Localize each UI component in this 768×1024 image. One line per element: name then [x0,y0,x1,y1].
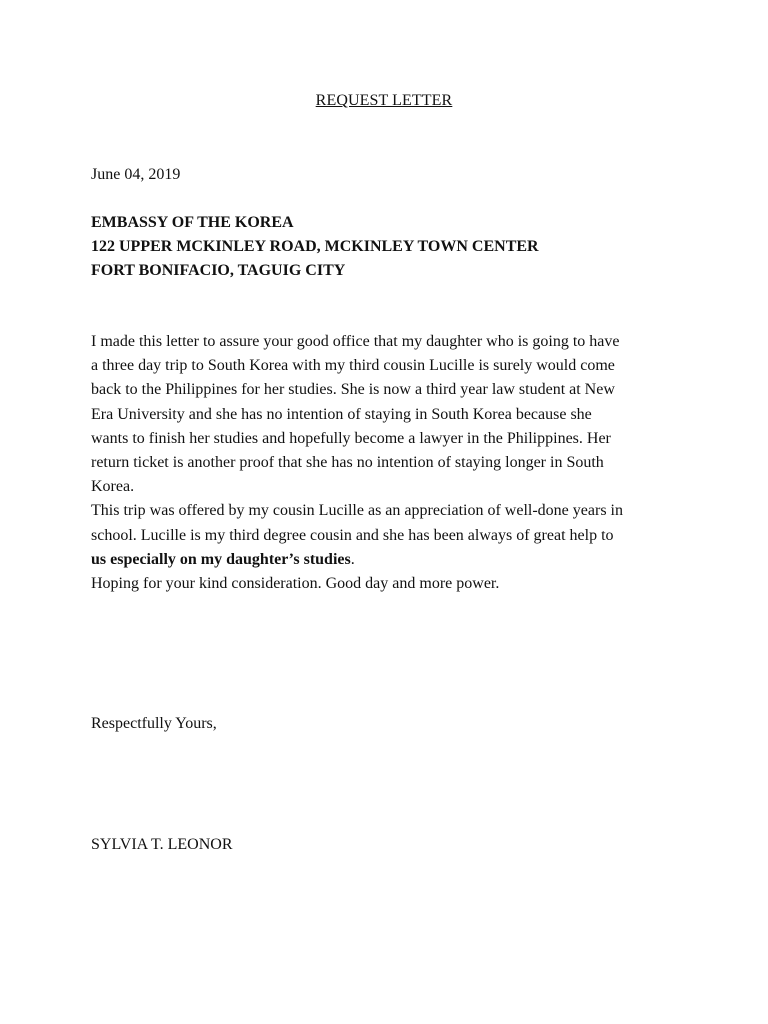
emphasized-phrase: us especially on my daughter’s studies [91,550,351,568]
body-line: Era University and she has no intention of staying in South Korea because she [91,405,592,423]
recipient-line-1: EMBASSY OF THE KOREA [91,214,294,231]
body-line-final: Hoping for your kind consideration. Good day and more power. [91,575,500,593]
body-line-emphasis [91,548,711,572]
body-line: return ticket is another proof that she has no intention of staying longer in South [91,454,604,472]
body-line: school. Lucille is my third degree cousin and she has been always of great help to [91,526,614,544]
recipient-line-2: 122 UPPER MCKINLEY ROAD, MCKINLEY TOWN CENTER [91,238,539,255]
body-line: This trip was offered by my cousin Lucille as an appreciation of well-done years in [91,502,623,520]
sentence-end: . [350,550,355,568]
body-line: I made this letter to assure your good office that my daughter who is going to have [91,333,620,350]
closing-salutation: Respectfully Yours, [91,715,217,732]
signature-name: SYLVIA T. LEONOR [91,836,233,853]
body-line: back to the Philippines for her studies. She is now a third year law student at New [91,381,615,399]
document-title: REQUEST LETTER [315,92,453,109]
letter-body [91,330,711,596]
recipient-line-3: FORT BONIFACIO, TAGUIG CITY [91,262,346,279]
body-line: wants to finish her studies and hopefully become a lawyer in the Philippines. Her [91,429,611,447]
letter-date: June 04, 2019 [91,166,181,183]
body-line: a three day trip to South Korea with my third cousin Lucille is surely would come [91,357,615,375]
recipient-address [91,211,711,283]
body-line: Korea. [91,478,135,496]
